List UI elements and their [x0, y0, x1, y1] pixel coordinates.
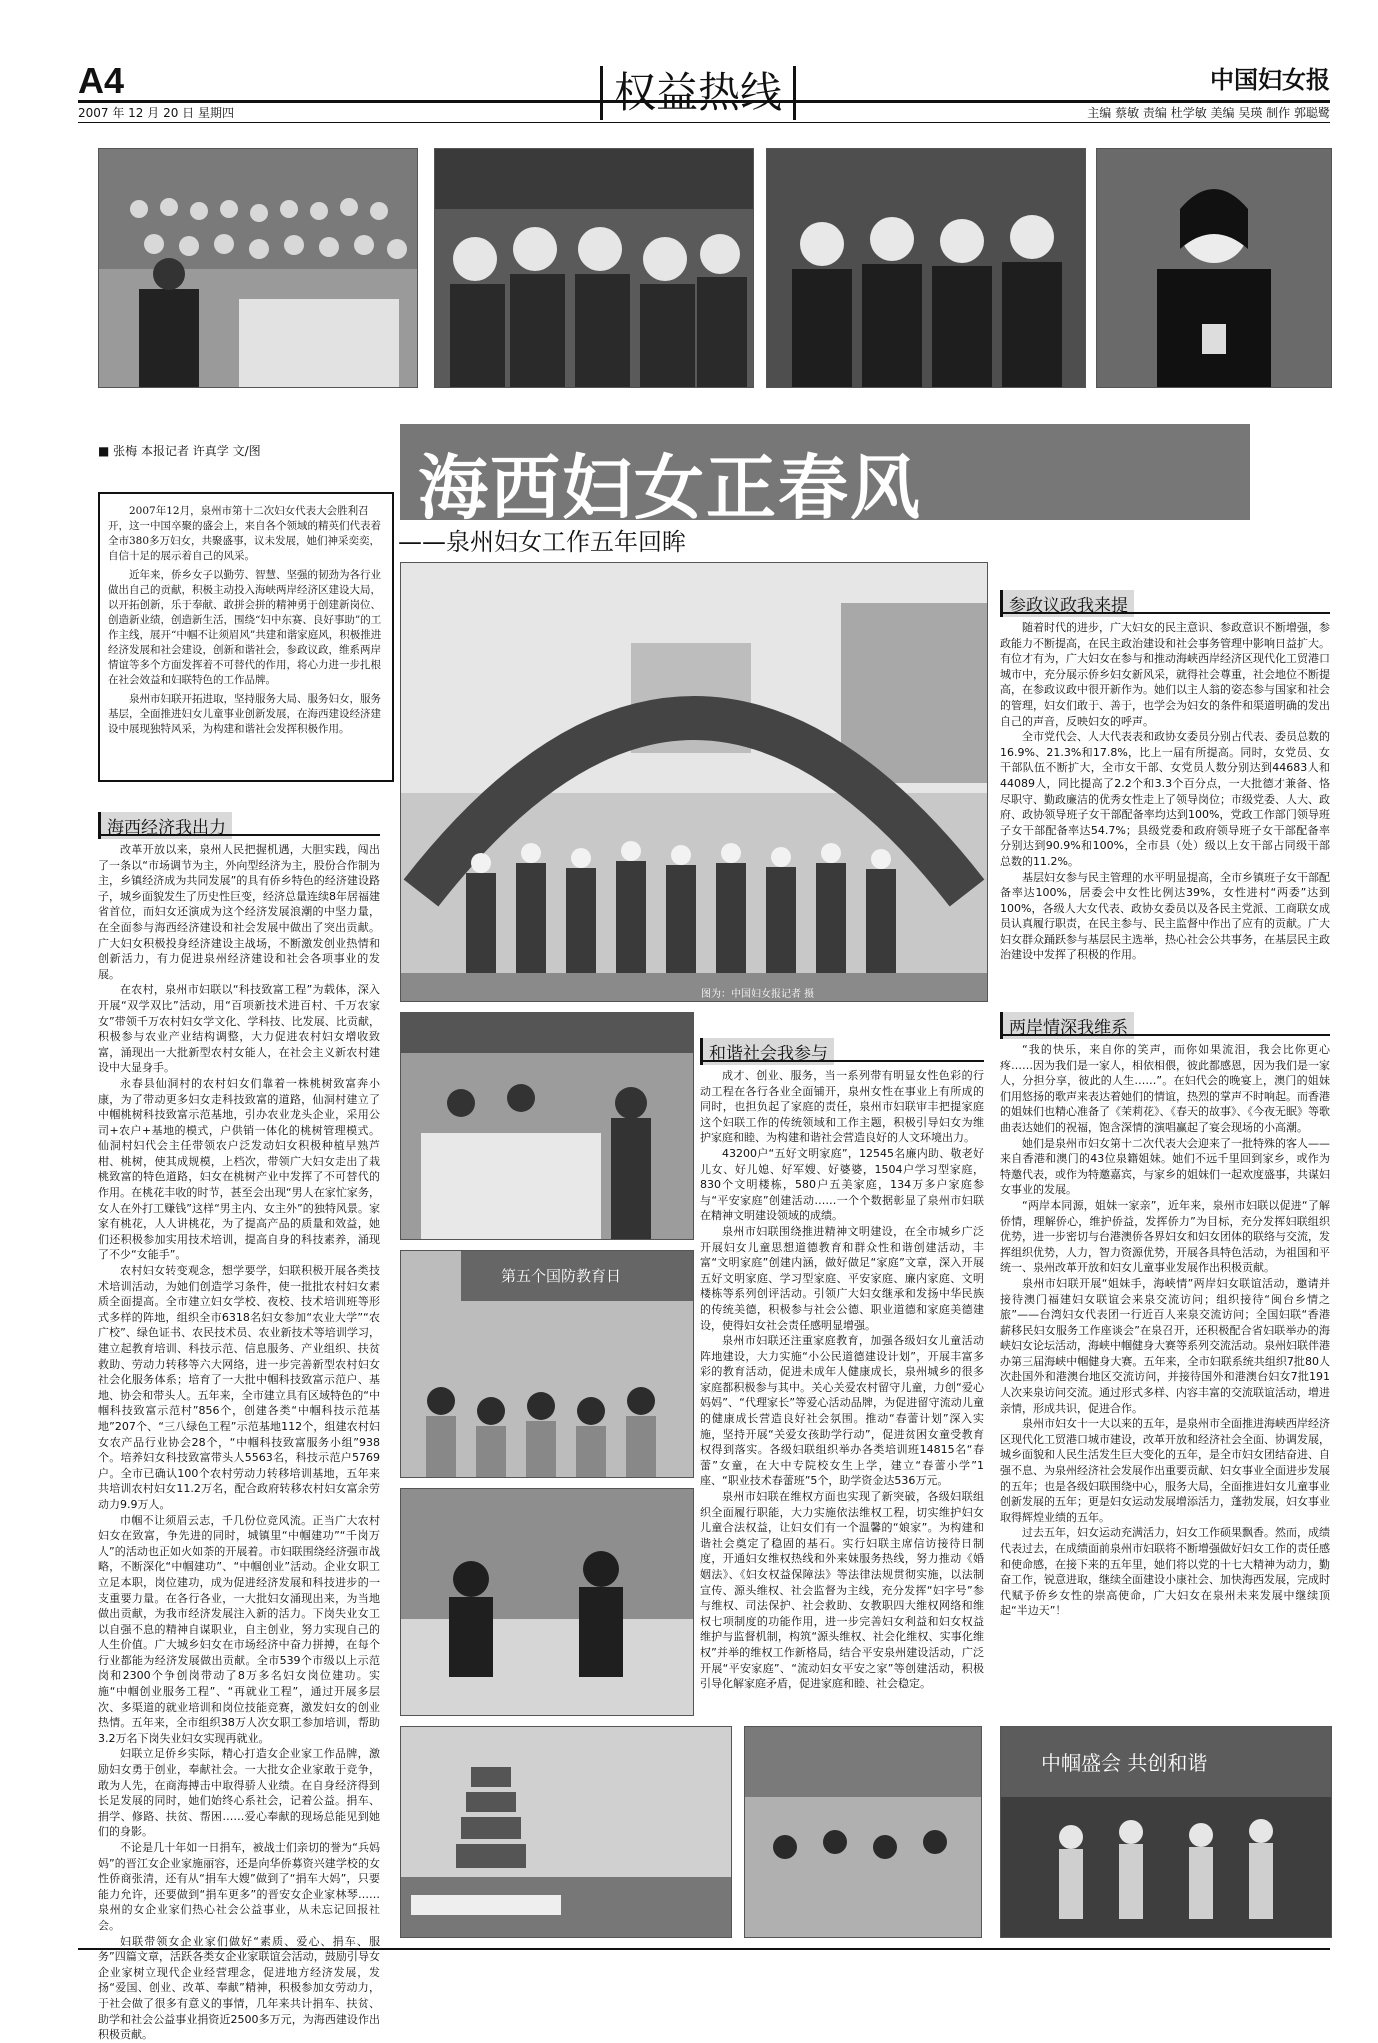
section-heading-crossstrait: 两岸情深我维系: [1000, 1012, 1134, 1039]
economy-paragraph: 改革开放以来，泉州人民把握机遇，大胆实践，闯出了一条以“市场调节为主，外向型经济为主，股份合作制为主，乡镇经济成为共同发展”的具有侨乡特色的经济建设路子，城乡面貌发生了历史性巨变，经济总量连续8年居福建省首位，而妇女还演成为这个经济发展浪潮的中坚力量，在全面参与海西经济建设和社会发展中做出了突出贡献。广大妇女积极投身经济建设主战场，不断激发创业热情和创新活力，有力促进泉州经济建设和社会各项事业的发展。: [98, 843, 380, 981]
byline: ■ 张梅 本报记者 许真学 文/图: [98, 444, 261, 458]
politics-paragraph: 随着时代的进步，广大妇女的民主意识、参政意识不断增强，参政能力不断提高，在民主政治建设和社会事务管理中影响日益扩大。有位才有为，广大妇女在参与和推动海峡西岸经济区现代化工贸港口城市中，充分展示侨乡妇女新风采，就得社会尊重，社会地位不断提高，在参政议政中很开新作为。她们以主人翁的姿态参与国家和社会的管理，妇女们敢于、善于，也学会为妇女的条件和渠道明确的发出自己的声音，反映妇女的呼声。: [1000, 621, 1330, 728]
photo-visit-art: [401, 1489, 693, 1715]
school-banner-text: 第五个国防教育日: [501, 1267, 622, 1285]
crossstrait-paragraph: 过去五年，妇女运动充满活力，妇女工作硕果飘香。然而，成绩代表过去，在成绩面前泉州市妇联将不断增强做好妇女工作的责任感和使命感，在接下来的五年里，她们将以党的十七大精神为动力，勤奋工作，锐意进取，继续全面建设小康社会、加快海西发展，完成时代赋予侨乡女性的崇高使命，广大妇女在泉州未来发展中继续顶起“半边天”！: [1000, 1526, 1330, 1618]
intro-paragraph: 泉州市妇联开拓进取，坚持服务大局、服务妇女，服务基层，全面推进妇女儿童事业创新发展，在海西建设经济建设中展现独特风采，为构建和谐社会发挥积极作用。: [108, 693, 381, 735]
column-politics: [1000, 620, 1330, 1000]
section-rule: [1000, 612, 1330, 614]
section-title: 权益热线: [600, 66, 796, 120]
photo-signing-art: [401, 1013, 693, 1239]
photo-school: [400, 1250, 694, 1478]
photo-portrait-art: [1097, 149, 1331, 387]
photo-handshake: [98, 148, 418, 388]
header-rule: [78, 100, 1330, 103]
photo-signing: [400, 1012, 694, 1240]
politics-paragraph: 基层妇女参与民主管理的水平明显提高，全市乡镇班子女干部配备率达100%，居委会中女性比例达39%，女性进村“两委”达到100%，各级人大女代表、政协女委员以及各民主党派、工商联女成员认真履行职责，在民主参与、民主监督中作出了应有的贡献。广大妇女群众踊跃参与基层民主选举，热心社会公共事务，在基层民主政治建设中发挥了积极的作用。: [1000, 870, 1330, 962]
photo-street-dance-art: [745, 1727, 981, 1937]
photo-caption: 图为：中国妇女报记者 摄: [701, 989, 815, 1000]
column-crossstrait: [1000, 1042, 1330, 1717]
stage-banner-text: 中帼盛会 共创和谐: [1041, 1751, 1208, 1775]
crossstrait-paragraph: 她们是泉州市妇女第十二次代表大会迎来了一批特殊的客人——来自香港和澳门的43位泉籍姐妹。她们不远千里回到家乡，或作为特邀代表，或作为特邀嘉宾，与家乡的姐妹们一起欢度盛事，共谋妇女事业的发展。: [1000, 1136, 1330, 1197]
photo-street-dance: [744, 1726, 982, 1938]
photo-delegates-1-art: [435, 149, 753, 387]
crossstrait-paragraph: “两岸本同源，姐妹一家亲”，近年来，泉州市妇联以促进“了解侨情，理解侨心，维护侨益，发挥侨力”为目标，充分发挥妇联组织优势，进一步密切与台港澳侨各界妇女和妇女团体的联络与交流，发挥组织优势，人力，智力资源优势，开展各具特色活动，为祖国和平统一、泉州改革开放和妇女儿童事业发展作出积极贡献。: [1000, 1198, 1330, 1275]
harmony-paragraph: 泉州市妇联围绕推进精神文明建设，在全市城乡广泛开展妇女儿童思想道德教育和群众性和谐创建活动，丰富“文明家庭”创建内涵，做好做足“家庭”文章，深入开展五好文明家庭、学习型家庭、平安家庭、廉内家庭、文明楼栋等系列创评活动。引领广大妇女继承和发扬中华民族的传统美德，积极参与社会公德、职业道德和家庭美德建设，使得妇女社会责任感明显增强。: [700, 1224, 984, 1332]
harmony-paragraph: 泉州市妇联还注重家庭教育，加强各级妇女儿童活动阵地建设，大力实施“小公民道德建设计划”，开展丰富多彩的教育活动，促进未成年人健康成长，泉州城乡的很多家庭都积极参与其中。关心关爱农村留守儿童，力创“爱心妈妈”、“代理家长”等爱心活动品牌，为促进留守流动儿童的健康成长营造良好社会氛围。推动“春蕾计划”深入实施，坚持开展“关爱女孩助学行动”，促进贫困女童受教育权得到落实。各级妇联组织举办各类培训班14815名“春蕾”女童，在大中专院校女生上学，建立“春蕾小学”1座、“职业技术春蕾班”5个，助学资金达536万元。: [700, 1334, 984, 1488]
photo-pagoda-parade-art: [401, 1727, 731, 1937]
economy-paragraph: 不论是几十年如一日捐车，被战士们亲切的誉为“兵妈妈”的晋江女企业家施丽容，还是向华侨募资兴建学校的女性侨商张清，还有从“捐车大嫂”做到了“捐车大妈”，只要能力允许，还要做到“捐车更多”的晋安女企业家林琴……泉州的女企业家们热心社会公益事业，从未忘记回报社会。: [98, 1841, 380, 1932]
crossstrait-paragraph: “我的快乐，来自你的笑声，而你如果流泪，我会比你更心疼……因为我们是一家人，相依相偎，彼此都感恩，因为我们是一家人，分担分享，彼此的人生……”。在妇代会的晚宴上，澳门的姐妹们用悠扬的歌声来表达着她们的情谊，热烈的掌声不时响起。而香港的姐妹们也精心准备了《茉莉花》、《春天的故事》、《今夜无眠》等歌曲表达她们的祝福，饱含深情的演唱赢起了宴会现场的小高潮。: [1000, 1043, 1330, 1134]
photo-handshake-art: [99, 149, 417, 387]
photo-launch-ceremony: [400, 562, 988, 1002]
photo-delegates-1: [434, 148, 754, 388]
economy-paragraph: 巾帼不让须眉云志，千几份位竞风流。正当广大农村妇女在致富，争先进的同时，城镇里“中帼建功”“千岗万人”的活动也正如火如荼的开展着。市妇联围绕经济强市战略，不断深化“中帼建功”、“中帼创业”活动。企业女职工立足本职，岗位建功，成为促进经济发展和科技进步的一支重要力量。在各行各业，一大批妇女涌现出来，为当地做出贡献，为我市经济发展注入新的活力。下岗失业女工以自强不息的精神自谋职业，自主创业，努力实现自己的人生价值。广大城乡妇女在市场经济中奋力拼搏，在每个行业都能为经济发展做出贡献。全市539个市级以上示范岗和2300个争创岗带动了8万多名妇女岗位建功。实施“中帼创业服务工程”、“再就业工程”，通过开展多层次、多渠道的就业培训和岗位技能竞赛，激发妇女的创业热情。五年来，全市组织38万人次女职工参加培训，帮助3.2万名下岗失业妇女实现再就业。: [98, 1513, 380, 1745]
section-heading-politics: 参政议政我来提: [1000, 590, 1134, 617]
section-rule: [1000, 1034, 1330, 1036]
harmony-paragraph: 泉州市妇联在维权方面也实现了新突破，各级妇联组织全面履行职能，大力实施依法维权工程，切实维护妇女儿童合法权益，让妇女们有一个温馨的“娘家”。为构建和谐社会奠定了稳固的基石。实行妇联主席信访接待日制度，开通妇女维权热线和外来妹服务热线，努力推动《婚姻法》、《妇女权益保障法》等法律法规贯彻实施，以法制宣传、源头维权、社会监督为主线，充分发挥“妇字号”参与维权、司法保护、社会救助、女教职四大维权网络和维权七项制度的功能作用，进一步完善妇女利益和妇女权益维护与监督机制，构筑“源头维权、社会化维权、实事化维权”并举的维权工作新格局，结合平安泉州建设活动，广泛开展“平安家庭”、“流动妇女平安之家”等创建活动，积极引导化解家庭矛盾，促进家庭和睦、社会稳定。: [700, 1490, 984, 1691]
page-number: A4: [78, 60, 125, 101]
headline: 海西妇女正春风: [418, 447, 922, 529]
economy-paragraph: 妇联带领女企业家们做好“素质、爱心、捐车、服务”四篇文章，活跃各类女企业家联谊会活动，鼓励引导女企业家树立现代企业经营理念，促进地方经济发展，发扬“爱国、创业、改革、奉献”精神，积极参加女劳动力，于社会做了很多有意义的事情，几年来共计捐车、扶贫、助学和社会公益事业捐资近2500多万元，为海西建设作出积极贡献。: [98, 1934, 380, 2042]
dateline: 2007 年 12 月 20 日 星期四: [78, 106, 234, 120]
section-heading-economy: 海西经济我出力: [98, 812, 232, 839]
section-rule: [700, 1060, 984, 1062]
politics-paragraph: 全市党代会、人大代表表和政协女委员分别占代表、委员总数的16.9%、21.3%和17.8%，比上一届有所提高。同时，女党员、女干部队伍不断扩大，全市女干部、女党员人数分别达到44683人和44089人，同比提高了2.2个和3.3个百分点，一大批德才兼备、恪尽职守、勤政廉洁的优秀女性走上了领导岗位；市级党委、人大、政府、政协领导班子女干部配备率均达到100%，党政工作部门领导班子女干部配备率达54.7%；县级党委和政府领导班子女干部配备率分别达到90.9%和100%，全市县（处）级以上女干部占同级干部总数的11.2%。: [1000, 730, 1330, 868]
photo-visit: [400, 1488, 694, 1716]
economy-paragraph: 农村妇女转变观念，想学要学，妇联积极开展各类技术培训活动，为她们创造学习条件，使一批批农村妇女素质全面提高。全市建立妇女学校、夜校、技术培训班等形式多样的阵地，组织全市6318名妇女参加“农业大学”“农广校”、绿色证书、农民技术员、农业新技术等培训学习，建立起教育培训、科技示范、信息服务、产业组织、扶贫救助、劳动力转移等六大网络，进一步完善新型农村妇女社会化服务体系；培育了一大批中帼科技致富示范户、基地、协会和带头人。五年来，全市建立具有区域特色的“中帼科技致富示范村”856个，创建各类“中帼科技示范基地”207个、“三八绿色工程”示范基地112个，组建农村妇女农产品行业协会28个，“中帼科技致富服务小组”938个。培养妇女科技致富带头人5563名，科技示范户5769户。全市已确认100个农村劳动力转移培训基地，五年来共培训农村妇女11.2万名，配合政府转移农村妇女富余劳动力9.9万人。: [98, 1264, 380, 1511]
photo-delegates-2: [766, 148, 1086, 388]
economy-paragraph: 在农村，泉州市妇联以“科技致富工程”为载体，深入开展“双学双比”活动，用“百项新技术进百村、千万农家女”带领千万农村妇女学文化、学科技、比发展、比贡献，积极参与农业产业结构调整，大力促进农村妇女增收致富，涌现出一大批新型农村女能人，在社会主义新农村建设中大显身手。: [98, 983, 380, 1075]
crossstrait-paragraph: 泉州市妇联开展“姐妹手，海峡情”两岸妇女联谊活动，邀请并接待澳门福建妇女联谊会来泉交流访问；组织接待“闽台乡情之旅”——台湾妇女代表团一行近百人来泉交流访问；全国妇联“香港薪移民妇女服务工作座谈会”在泉召开，还积极配合省妇联举办的海峡妇女论坛活动，海峡中帼健身大赛等系列交流活动。泉州妇联伴港办第三届海峡中帼健身大赛。五年来，全市妇联系统共组织7批80人次赴国外和港澳台地区交流访问，并接待国外和港澳台妇女7批191人次来泉访问交流。通过形式多样、内容丰富的交流联谊活动，增进亲情，形成共识，促进合作。: [1000, 1276, 1330, 1415]
staff-credits: 主编 蔡敏 责编 杜学敏 美编 吴瑛 制作 郭聪鹭: [1087, 106, 1330, 120]
crossstrait-paragraph: 泉州市妇女十一大以来的五年，是泉州市全面推进海峡西岸经济区现代化工贸港口城市建设，改革开放和经济社会全面、协调发展，城乡面貌和人民生活发生巨大变化的五年，是全市妇女团结奋进、自强不息、为泉州经济社会发展作出重要贡献、妇女事业全面进步发展的五年；也是各级妇联围绕中心，服务大局，全面推进妇女儿童事业创新发展的五年；更是妇女运动发展增添活力，蓬勃发展，妇女事业取得辉煌业绩的五年。: [1000, 1417, 1330, 1524]
economy-paragraph: 永春县仙洞村的农村妇女们靠着一株桃树致富奔小康，为了带动更多妇女走科技致富的道路，仙洞村建立了中帼桃树科技致富示范基地，引办农业龙头企业，采用公司+农户+基地的模式，户供销一体化的桃树管理模式。仙洞村妇代会主任带领农户泛发动妇女积极种植早熟芦柑、桃树，使其成规模，上档次，带领广大妇女走出了栽桃致富的特色道路，妇女在桃树产业中发挥了不可替代的作用。在桃花丰收的时节，甚至会出现“男人在家忙家务，女人在外打工赚钱”这样“男主内、女主外”的独特风景。家家有桃花，人人讲桃花，为了提高产品的质量和效益，她们还积极参加实用技术培训，提高自身的科技素养，涌现了不少“女能手”。: [98, 1076, 380, 1262]
photo-pagoda-parade: [400, 1726, 732, 1938]
column-economy: [98, 842, 380, 2042]
subheadline: ——泉州妇女工作五年回眸: [398, 528, 686, 556]
section-rule: [98, 834, 380, 836]
harmony-paragraph: 成才、创业、服务，当一系列带有明显女性色彩的行动工程在各行各业全面铺开，泉州女性在事业上有所成的同时，也担负起了家庭的责任，泉州市妇联审丰把提家庭这个妇联工作的传统领域和工作主题，积极引导妇女为维护家庭和睦、为构建和谐社会营造良好的人文环境出力。: [700, 1069, 984, 1145]
column-harmony: [700, 1068, 984, 1713]
photo-portrait: [1096, 148, 1332, 388]
header-subrule: [78, 122, 1330, 123]
section-heading-harmony: 和谐社会我参与: [700, 1038, 834, 1065]
footer-rule: [78, 1948, 1330, 1950]
economy-paragraph: 妇联立足侨乡实际，精心打造女企业家工作品牌，激励妇女勇于创业，奉献社会。一大批女企业家敢于竞争，敢为人先，在商海搏击中取得骄人业绩。在自身经济得到长足发展的同时，她们始终心系社会，记着公益。捐车、捐学、修路、扶贫、帮困……爱心奉献的现场总能见到她们的身影。: [98, 1747, 380, 1839]
intro-paragraph: 2007年12月，泉州市第十二次妇女代表大会胜利召开，这一中国卒聚的盛会上，来自各个领域的精英们代表着全市380多万妇女，共聚盛事，议未发展，她们神采奕奕，自信十足的展示着自己的风采。: [108, 505, 381, 562]
photo-delegates-2-art: [767, 149, 1085, 387]
intro-box: [98, 492, 394, 782]
photo-launch-ceremony-art: [401, 563, 987, 1001]
harmony-paragraph: 43200户“五好文明家庭”，12545名廉内助、敬老好儿女、好儿媳、好军嫂、好婆婆，1504户学习型家庭，830个文明楼栋，580户五美家庭，134万多户家庭参与“平安家庭”创建活动……一个个数据彰显了泉州市妇联在精神文明建设领域的成绩。: [700, 1146, 984, 1223]
masthead-logo: 中国妇女报: [1210, 65, 1330, 94]
intro-paragraph: 近年来，侨乡女子以勤劳、智慧、坚强的韧劲为各行业做出自己的贡献，积极主动投入海峡两岸经济区建设大局，以开拓创新，乐于奉献、敢拼会拼的精神勇于创建新岗位、创造新业绩，创造新生活，围绕“妇中东赛、良好事助”的工作主线，展开“中帼不让须眉风”共建和谐家庭风，积极推进经济发展和社会建设，创新和谐社会，参政议政，维系两岸情谊等多个方面发挥着不可替代的作用，将心力进一步扎根在社会效益和妇联特色的工作品牌。: [108, 569, 382, 686]
photo-stage-performance: [1000, 1726, 1332, 1938]
